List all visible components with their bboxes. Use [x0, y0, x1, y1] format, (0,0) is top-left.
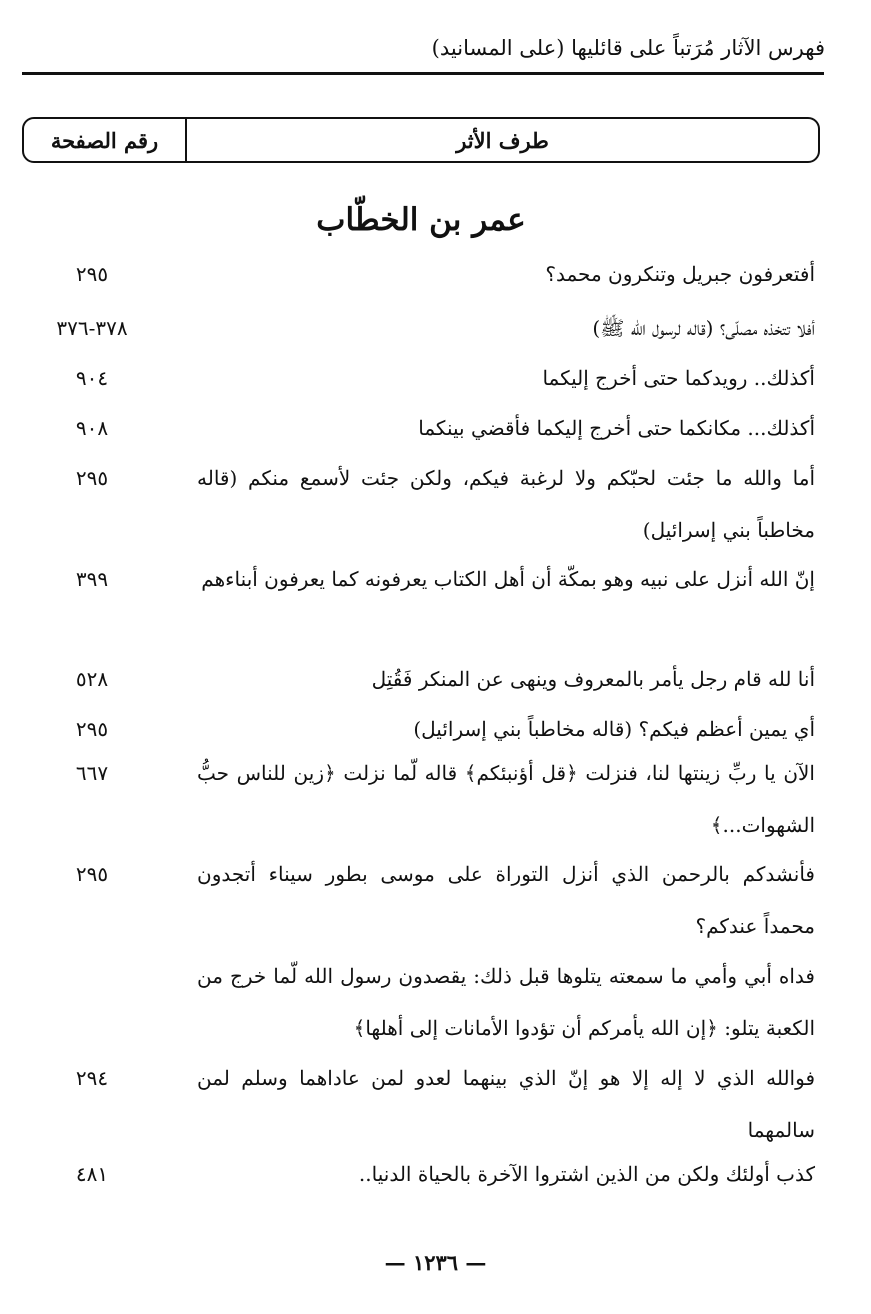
entry-page: ٩٠٨: [75, 416, 109, 440]
entry-text: فأنشدكم بالرحمن الذي أنزل التوراة على موسى بطور سيناء أتجدون محمداً عندكم؟: [197, 862, 815, 938]
entry-page: ٥٢٨: [75, 667, 109, 691]
entry-text: الآن يا ربِّ زينتها لنا، فنزلت ﴿قل أؤنبئكم﴾ قاله لّما نزلت ﴿زين للناس حبُّ الشهوات...﴾: [197, 761, 815, 837]
entry-page: ٢٩٥: [75, 862, 109, 886]
entry-text: إنّ الله أنزل على نبيه وهو بمكّة أن أهل الكتاب يعرفونه كما يعرفون أبناءهم: [201, 567, 815, 591]
entry-page: ٦٦٧: [75, 761, 109, 785]
entry-page: ٣٧٨-٣٧٦: [56, 316, 128, 340]
column-header-page: رقم الصفحة: [50, 127, 159, 153]
entry-page: ٣٩٩: [75, 567, 109, 591]
entry-text: فوالله الذي لا إله إلا هو إنّ الذي بينهما لعدو لمن عاداهما وسلم لمن سالمهما: [197, 1066, 815, 1142]
page-number: — ١٢٣٦ —: [384, 1250, 487, 1275]
entry-page: ٢٩٥: [75, 262, 109, 286]
entry-text: أكذلك.. رويدكما حتى أخرج إليكما: [542, 366, 815, 390]
index-table-header: [22, 117, 820, 163]
running-head: فهرس الآثار مُرَتباً على قائليها (على المسانيد): [431, 36, 825, 60]
entry-page: ٤٨١: [75, 1162, 109, 1186]
header-rule: [22, 72, 824, 75]
entry-text: أفتعرفون جبريل وتنكرون محمد؟: [545, 262, 815, 286]
entry-text: أما والله ما جئت لحبّكم ولا لرغبة فيكم، ولكن جئت لأسمع منكم (قاله مخاطباً بني إسرائيل): [197, 466, 815, 542]
entry-page: ٢٩٤: [75, 1066, 109, 1090]
entry-text: أفلا تتخذه مصلّى؟ (قاله لرسول الله ﷺ): [592, 316, 815, 340]
entry-text: أكذلك... مكانكما حتى أخرج إليكما فأقضي بينكما: [418, 416, 815, 440]
entry-text: فداه أبي وأمي ما سمعته يتلوها قبل ذلك: يقصدون رسول الله لّما خرج من الكعبة يتلو: ﴿إن الله يأمركم أن تؤدوا الأمانات إلى أهلها﴾: [197, 964, 815, 1040]
entry-page: ٩٠٤: [75, 366, 109, 390]
entry-page: ٢٩٥: [75, 466, 109, 490]
entry-page: ٢٩٥: [75, 717, 109, 741]
section-title: عمر بن الخطّاب: [316, 202, 526, 238]
entry-text: كذب أولئك ولكن من الذين اشتروا الآخرة بالحياة الدنيا..: [358, 1162, 815, 1186]
column-header-excerpt: طرف الأثر: [185, 119, 818, 161]
entry-text: أنا لله قام رجل يأمر بالمعروف وينهى عن المنكر فَقُتِل: [371, 667, 815, 691]
entry-text: أي يمين أعظم فيكم؟ (قاله مخاطباً بني إسرائيل): [413, 717, 815, 741]
